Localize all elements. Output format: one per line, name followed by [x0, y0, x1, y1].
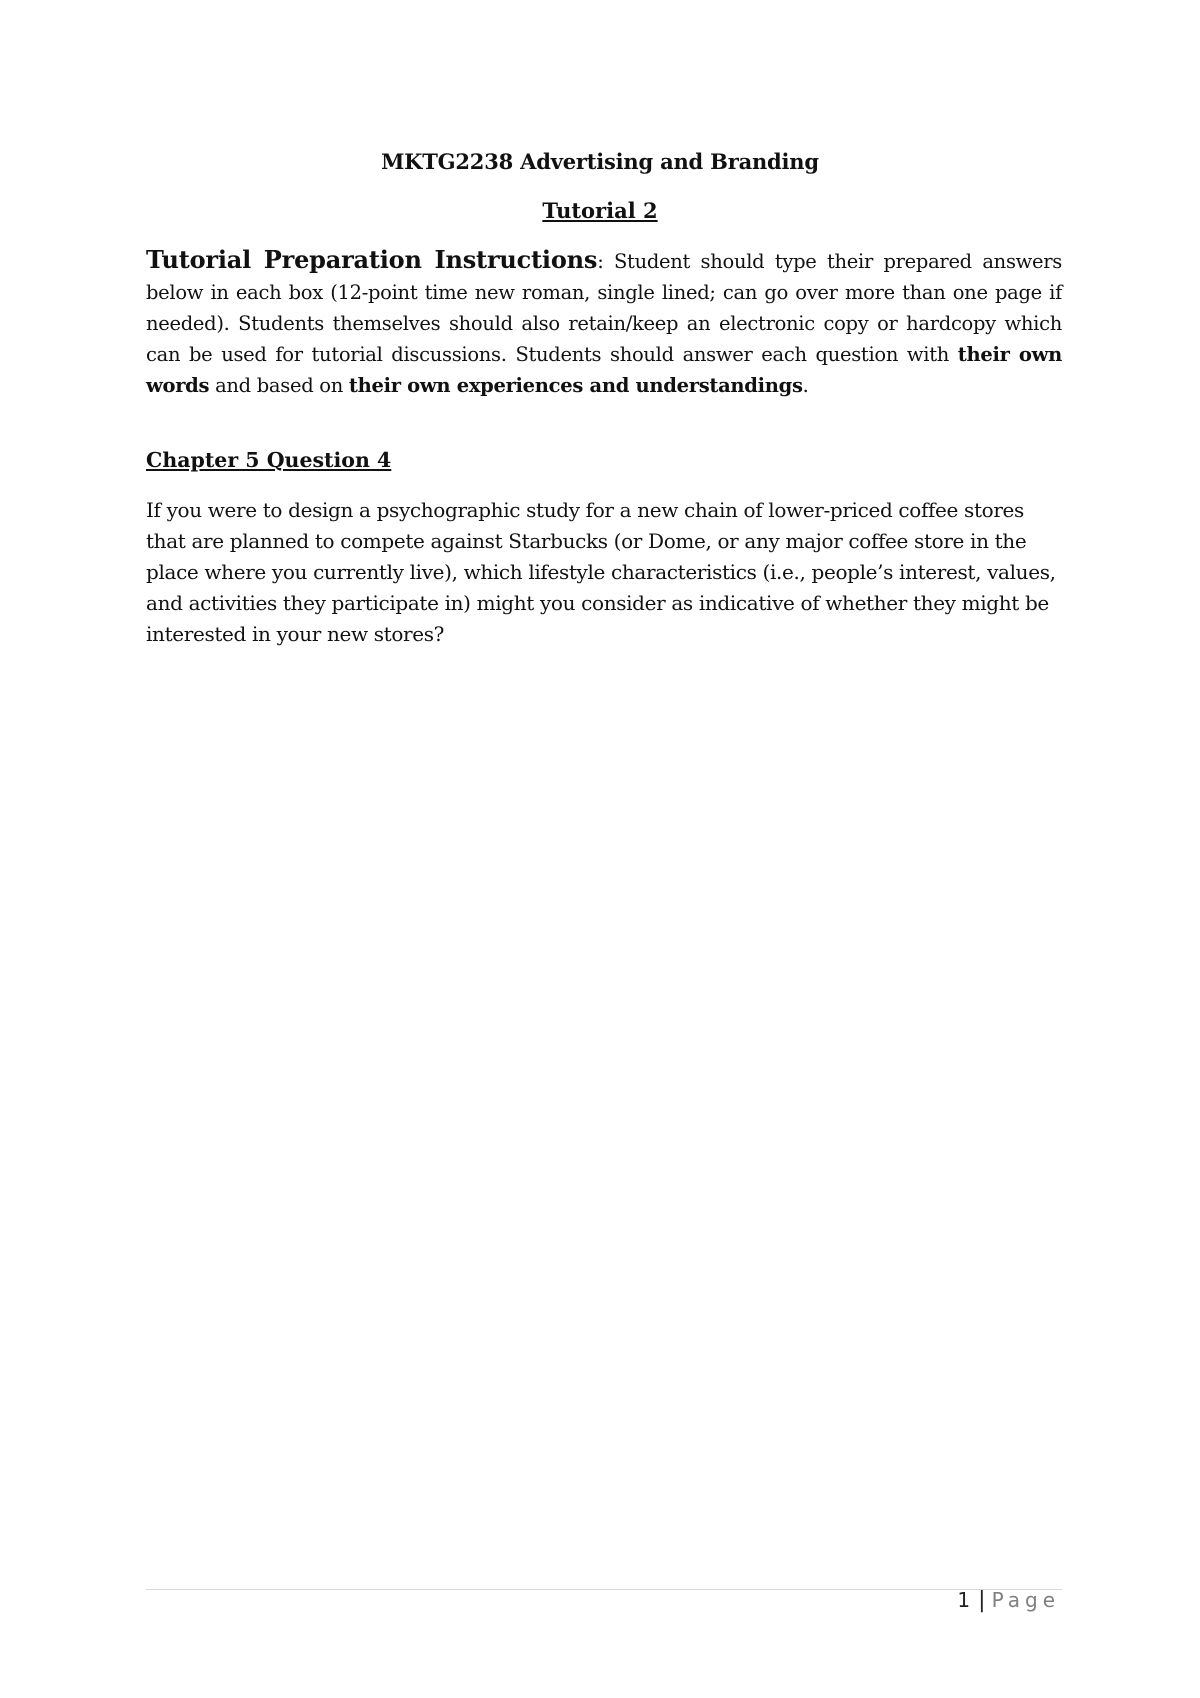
document-subtitle: Tutorial 2 [542, 198, 658, 223]
question-line: If you were to design a psychographic study for a new chain of lower-priced coffee stores [146, 498, 1024, 522]
question-line: that are planned to compete against Starbucks (or Dome, or any major coffee store in the [146, 529, 1027, 553]
question-line: and activities they participate in) might you consider as indicative of whether they might be [146, 591, 1049, 615]
footer-divider [146, 1589, 1062, 1590]
page-label: Page [991, 1588, 1060, 1612]
section-heading: Chapter 5 Question 4 [146, 448, 392, 472]
document-title: MKTG2238 Advertising and Branding [381, 149, 819, 174]
instructions-lead: Tutorial Preparation Instructions [146, 245, 598, 274]
question-line: interested in your new stores? [146, 622, 445, 646]
question-paragraph [146, 495, 1066, 650]
instructions-text-3: . [802, 374, 809, 397]
page-footer [957, 1586, 1060, 1615]
instructions-text-2: and based on [209, 374, 349, 397]
instructions-emphasis-2: their own experiences and understandings [348, 374, 803, 397]
footer-separator: | [978, 1588, 986, 1613]
page-number: 1 [957, 1588, 971, 1612]
question-line: place where you currently live), which lifestyle characteristics (i.e., people’s interest, values, [146, 560, 1056, 584]
instructions-emphasis-1: their own words [146, 343, 1062, 397]
instructions-paragraph [146, 244, 1062, 401]
instructions-text-1: : Student should type their prepared answers below in each box (12-point time new roman, single lined; can go over more than one page if needed). Students themselves should also retain/keep an electronic copy or hardcopy which can be used for tutorial discussions. Students should answer each question with [146, 250, 1063, 366]
